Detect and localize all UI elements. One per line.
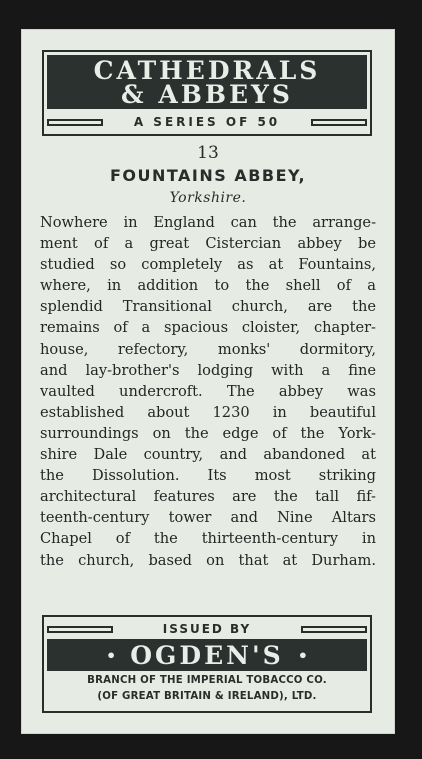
description-line: where, in addition to the shell of a — [40, 277, 376, 295]
series-title-line2: & ABBEYS — [121, 80, 293, 109]
company-branch-line: BRANCH OF THE IMPERIAL TOBACCO CO. — [87, 675, 327, 686]
company-name: OGDEN'S — [130, 640, 284, 670]
description-line: Chapel of the thirteenth-century in — [40, 530, 376, 548]
description-line: established about 1230 in beautiful — [40, 403, 376, 421]
description-line: vaulted undercroft. The abbey was — [40, 382, 376, 400]
card-number: 13 — [197, 143, 219, 163]
decorative-bar-left — [47, 626, 113, 633]
card-title: FOUNTAINS ABBEY, — [109, 166, 307, 185]
series-title-line1: CATHEDRALS — [93, 56, 321, 85]
issued-by-label: ISSUED BY — [162, 622, 252, 636]
description-line: architectural features are the tall fif- — [40, 488, 376, 506]
description-line: ment of a great Cistercian abbey be — [40, 235, 376, 253]
description-line: and lay-brother's lodging with a fine — [40, 361, 376, 379]
description-line: studied so completely as at Fountains, — [40, 256, 376, 274]
header-banner — [47, 55, 367, 109]
description-line: remains of a spacious cloister, chapter- — [40, 319, 376, 337]
card-subtitle: Yorkshire. — [169, 190, 247, 206]
dot-ornament-left: • — [106, 645, 117, 665]
description-line: the Dissolution. Its most striking — [40, 467, 376, 485]
description-line: teenth-century tower and Nine Altars — [40, 509, 376, 527]
footer-frame — [42, 615, 372, 713]
decorative-bar-right — [301, 626, 367, 633]
header-frame — [42, 50, 372, 136]
description-line: Nowhere in England can the arrange- — [40, 214, 376, 231]
description-line: shire Dale country, and abandoned at — [40, 446, 376, 464]
description-text — [40, 212, 376, 571]
company-banner — [47, 639, 367, 671]
series-row — [47, 112, 367, 132]
issued-row — [47, 620, 367, 638]
description-line: house, refectory, monks' dormitory, — [40, 340, 376, 358]
dot-ornament-right: • — [297, 645, 308, 665]
description-line: splendid Transitional church, are the — [40, 298, 376, 316]
cigarette-card — [22, 30, 394, 733]
company-region-line: (OF GREAT BRITAIN & IRELAND), LTD. — [97, 691, 317, 702]
series-count: A SERIES OF 50 — [133, 115, 281, 129]
decorative-bar-right — [311, 119, 367, 126]
decorative-bar-left — [47, 119, 103, 126]
description-line: surroundings on the edge of the York- — [40, 424, 376, 442]
description-line: the church, based on that at Durham. — [40, 551, 376, 569]
